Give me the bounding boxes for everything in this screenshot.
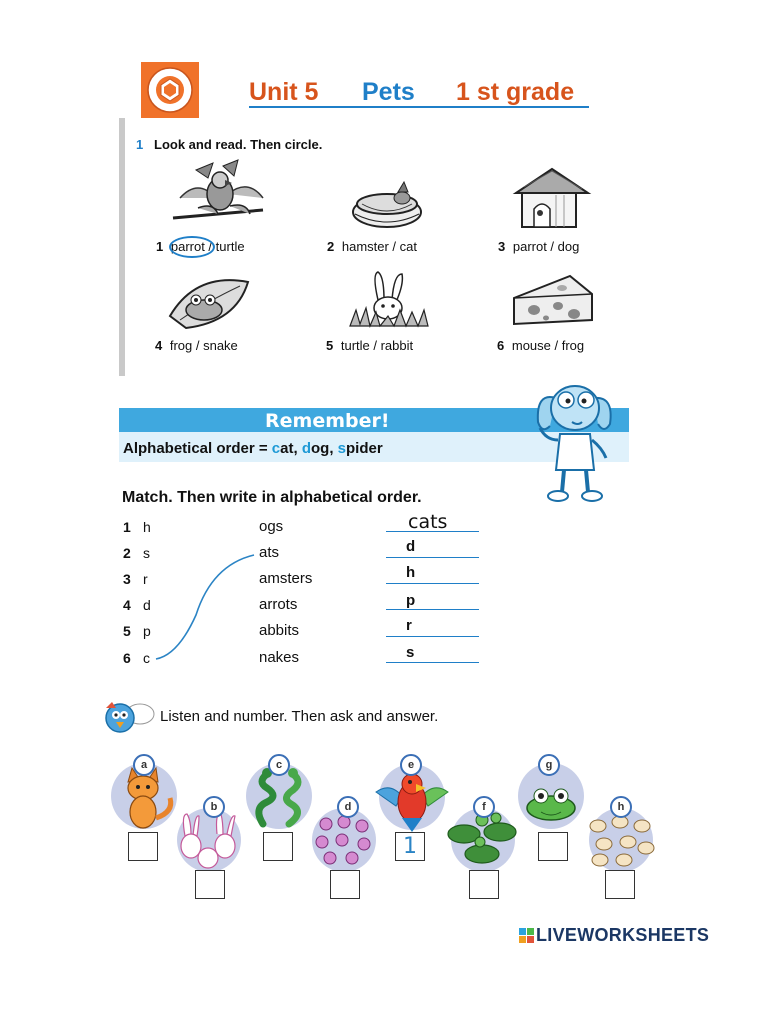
answer-box[interactable]: [195, 870, 225, 899]
match-start-letter[interactable]: s: [143, 545, 150, 561]
match-ending[interactable]: amsters: [259, 570, 313, 587]
match-row-number: 5: [123, 623, 131, 639]
match-start-letter[interactable]: r: [143, 571, 148, 587]
answer-box[interactable]: [605, 870, 635, 899]
item-number: 6: [497, 338, 505, 353]
item-number: 3: [498, 239, 506, 254]
answer-line: [386, 557, 479, 558]
word-first-letter: d: [301, 440, 311, 457]
school-seal-icon: [141, 62, 199, 118]
answer-box[interactable]: [469, 870, 499, 899]
girl-character-icon: [528, 378, 618, 504]
match-start-letter[interactable]: d: [143, 597, 151, 613]
exercise1-item: [498, 239, 579, 254]
exercise1-instruction: Look and read. Then circle.: [154, 137, 323, 152]
frog-on-leaf-icon: [166, 272, 252, 332]
match-ending[interactable]: ats: [259, 544, 280, 561]
item-text: hamster / cat: [341, 239, 417, 254]
parrot-mascot-icon: [102, 700, 156, 736]
cheese-icon: [510, 272, 596, 330]
match-start-letter[interactable]: c: [143, 650, 150, 666]
answer-line: [386, 636, 479, 637]
exercise1-item: [497, 338, 584, 353]
match-row-number: 4: [123, 597, 131, 613]
exercise1-item: [327, 239, 417, 254]
item-number: 5: [326, 338, 334, 353]
pet-letter-badge: e: [400, 754, 422, 776]
pet-letter-badge: f: [473, 796, 495, 818]
exercise1-number: 1: [136, 137, 144, 152]
match-ending[interactable]: ogs: [259, 518, 284, 535]
answer-field[interactable]: h: [406, 564, 416, 581]
pet-letter-badge: h: [610, 796, 632, 818]
answer-field[interactable]: d: [406, 538, 416, 555]
answer-line: [386, 583, 479, 584]
liveworksheets-brand: LIVEWORKSHEETS: [536, 925, 710, 945]
title-underline: [249, 106, 589, 108]
match-row-number: 3: [123, 571, 131, 587]
answer-line: [386, 662, 479, 663]
topic-title: Pets: [362, 78, 415, 106]
pet-letter-badge: c: [268, 754, 290, 776]
doghouse-icon: [512, 165, 592, 229]
answer-line: [386, 609, 479, 610]
match-ending[interactable]: nakes: [259, 649, 300, 666]
match-connector-line: [150, 545, 260, 665]
cat-bed-icon: [350, 178, 424, 230]
answer-box[interactable]: [330, 870, 360, 899]
exercise1-item: [155, 338, 238, 353]
match-ending[interactable]: arrots: [259, 596, 298, 613]
word-rest: pider: [346, 440, 383, 457]
answer-field[interactable]: r: [406, 617, 412, 634]
rabbit-in-grass-icon: [348, 270, 430, 330]
circled-answer-mark: [169, 236, 215, 258]
word-rest: at: [280, 440, 294, 457]
parrot-icon: [168, 158, 268, 230]
match-row-number: 2: [123, 545, 131, 561]
match-row-number: 6: [123, 650, 131, 666]
match-ending[interactable]: abbits: [259, 622, 300, 639]
liveworksheets-logo-icon: [519, 928, 535, 944]
match-row-number: 1: [123, 519, 131, 535]
pet-letter-badge: a: [133, 754, 155, 776]
rule-label: Alphabetical order =: [123, 440, 272, 457]
answer-field[interactable]: cats: [408, 511, 448, 533]
item-text: parrot / turtle: [170, 239, 245, 254]
match-start-letter[interactable]: h: [143, 519, 151, 535]
item-text: parrot / dog: [512, 239, 580, 254]
answer-box[interactable]: 1: [395, 832, 425, 861]
unit-title: Unit 5: [249, 78, 319, 106]
alphabetical-order-rule: [123, 440, 383, 457]
match-instruction: Match. Then write in alphabetical order.: [122, 489, 422, 506]
pet-letter-badge: d: [337, 796, 359, 818]
answer-box[interactable]: [263, 832, 293, 861]
word-separator: ,: [329, 440, 338, 457]
item-number: 1: [156, 239, 164, 254]
word-first-letter: c: [271, 440, 281, 457]
answer-box[interactable]: [538, 832, 568, 861]
answer-box[interactable]: [128, 832, 158, 861]
item-number: 2: [327, 239, 335, 254]
remember-title: Remember!: [265, 410, 390, 432]
exercise1-item: [326, 338, 413, 353]
item-number: 4: [155, 338, 163, 353]
item-text: mouse / frog: [511, 338, 585, 353]
pet-letter-badge: g: [538, 754, 560, 776]
listen-instruction: Listen and number. Then ask and answer.: [160, 708, 439, 725]
match-start-letter[interactable]: p: [143, 623, 151, 639]
answer-field[interactable]: p: [406, 592, 416, 609]
grade-title: 1 st grade: [456, 78, 575, 106]
answer-field[interactable]: s: [406, 644, 415, 661]
word-rest: og: [311, 440, 330, 457]
pet-letter-badge: b: [203, 796, 225, 818]
item-text: frog / snake: [169, 338, 238, 353]
word-first-letter: s: [337, 440, 347, 457]
item-text: turtle / rabbit: [340, 338, 414, 353]
word-separator: ,: [293, 440, 302, 457]
